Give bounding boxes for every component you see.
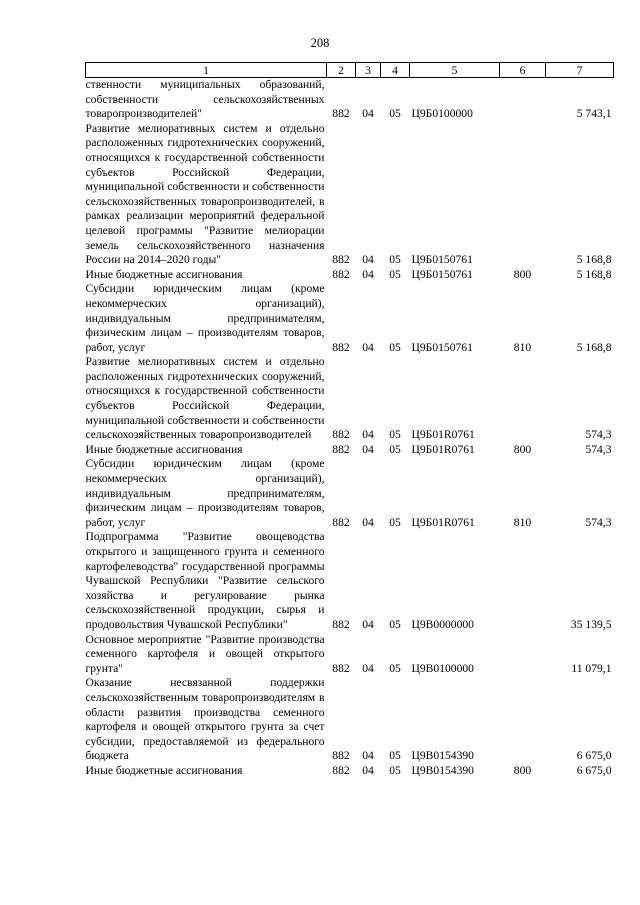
table-row (86, 282, 614, 355)
row-vr (500, 78, 546, 122)
row-vr: 800 (513, 267, 532, 281)
table-row (86, 764, 614, 779)
row-vr (500, 122, 546, 268)
row-sum: 574,3 (585, 515, 612, 529)
row-csr: Ц9Б0150761 (411, 340, 473, 354)
table-row (86, 268, 614, 283)
row-csr: Ц9Б0150761 (411, 267, 473, 281)
row-sum: 35 139,5 (570, 617, 612, 631)
row-vr: 810 (513, 340, 532, 354)
row-pr: 05 (389, 749, 401, 763)
row-pr: 05 (389, 107, 401, 121)
row-gr: 882 (332, 442, 350, 456)
header-col-4: 4 (381, 63, 410, 78)
row-rz: 04 (362, 428, 374, 442)
row-vr: 810 (513, 515, 532, 529)
row-csr: Ц9В0154390 (411, 763, 474, 777)
row-vr (500, 355, 546, 443)
row-name: ственности муниципальных образований, собственности сельскохозяйственных товаропроизводителей" (85, 78, 325, 121)
row-name: Иные бюджетные ассигнования (85, 763, 243, 777)
row-sum: 574,3 (585, 428, 612, 442)
row-csr: Ц9Б0100000 (411, 107, 473, 121)
row-name: Развитие мелиоративных систем и отдельно расположенных гидротехнических сооружений, относящихся к государственной собственности субъектов Российской Федерации, муниципальной собственности и собственности сельскохозяйственных товаропроизводителей (85, 355, 325, 442)
row-rz: 04 (362, 442, 374, 456)
row-name: Развитие мелиоративных систем и отдельно расположенных гидротехнических сооружений, относящихся к государственной собственности субъектов Российской Федерации, муниципальной собственности и собственности сельскохозяйственных товаропроизводителей, в рамках реализации мероприятий федеральной целевой программы "Развитие мелиорации земель сельскохозяйственного назначения России на 2014–2020 годы" (85, 121, 325, 267)
row-pr: 05 (389, 617, 401, 631)
page-number: 208 (310, 36, 330, 50)
row-name: Субсидии юридическим лицам (кроме некоммерческих организаций), индивидуальным предпринимателям, физическим лицам – производителям товаров, работ, услуг (85, 282, 325, 354)
row-vr (500, 530, 546, 632)
row-csr: Ц9Б01R0761 (411, 428, 475, 442)
header-col-3: 3 (356, 63, 381, 78)
row-name: Иные бюджетные ассигнования (85, 267, 243, 281)
row-vr (500, 676, 546, 764)
row-pr: 05 (389, 763, 401, 777)
row-gr: 882 (332, 267, 350, 281)
row-name: Иные бюджетные ассигнования (85, 442, 243, 456)
table-row (86, 443, 614, 458)
row-sum: 574,3 (585, 442, 612, 456)
row-rz: 04 (362, 515, 374, 529)
row-pr: 05 (389, 428, 401, 442)
row-name: Основное мероприятие "Развитие производства семенного картофеля и овощей открытого грунта" (85, 632, 325, 675)
table-row (86, 676, 614, 764)
table-row (86, 457, 614, 530)
row-gr: 882 (332, 763, 350, 777)
row-pr: 05 (389, 267, 401, 281)
table-row (86, 530, 614, 632)
row-name: Подпрограмма "Развитие овощеводства открытого и защищенного грунта и семенного картофелеводства" государственной программы Чувашской Республики "Развитие сельского хозяйства и регулирование рынка сельскохозяйственной продукции, сырья и продовольствия Чувашской Республики" (85, 530, 325, 631)
row-rz: 04 (362, 107, 374, 121)
row-gr: 882 (332, 107, 350, 121)
table-row (86, 122, 614, 268)
row-sum: 6 675,0 (576, 749, 612, 763)
row-sum: 5 168,8 (576, 253, 612, 267)
row-rz: 04 (362, 661, 374, 675)
row-pr: 05 (389, 515, 401, 529)
row-csr: Ц9Б01R0761 (411, 515, 475, 529)
row-csr: Ц9В0000000 (411, 617, 474, 631)
row-pr: 05 (389, 253, 401, 267)
header-col-7: 7 (546, 63, 614, 78)
table-row (86, 355, 614, 443)
row-csr: Ц9В0154390 (411, 749, 474, 763)
row-sum: 6 675,0 (576, 763, 612, 777)
header-col-6: 6 (500, 63, 546, 78)
row-csr: Ц9Б0150761 (411, 253, 473, 267)
row-gr: 882 (332, 253, 350, 267)
row-csr: Ц9Б01R0761 (411, 442, 475, 456)
row-gr: 882 (332, 515, 350, 529)
row-rz: 04 (362, 340, 374, 354)
row-sum: 5 743,1 (576, 107, 612, 121)
table-row (86, 633, 614, 677)
budget-table (85, 62, 614, 779)
header-row (86, 63, 614, 78)
row-rz: 04 (362, 253, 374, 267)
row-sum: 5 168,8 (576, 340, 612, 354)
row-pr: 05 (389, 340, 401, 354)
row-sum: 11 079,1 (571, 661, 612, 675)
row-sum: 5 168,8 (576, 267, 612, 281)
row-gr: 882 (332, 749, 350, 763)
row-pr: 05 (389, 442, 401, 456)
table-row (86, 78, 614, 122)
row-rz: 04 (362, 749, 374, 763)
row-gr: 882 (332, 661, 350, 675)
row-rz: 04 (362, 763, 374, 777)
row-name: Оказание несвязанной поддержки сельскохозяйственным товаропроизводителям в области развития производства семенного картофеля и овощей открытого грунта за счет субсидии, предоставляемой из федерального бюджета (85, 676, 325, 763)
row-gr: 882 (332, 428, 350, 442)
row-vr: 800 (513, 763, 532, 777)
header-col-5: 5 (410, 63, 500, 78)
row-vr: 800 (513, 442, 532, 456)
row-rz: 04 (362, 267, 374, 281)
header-col-2: 2 (327, 63, 356, 78)
row-pr: 05 (389, 661, 401, 675)
row-name: Субсидии юридическим лицам (кроме некоммерческих организаций), индивидуальным предпринимателям, физическим лицам – производителям товаров, работ, услуг (85, 457, 325, 529)
header-col-1: 1 (86, 63, 327, 78)
row-vr (500, 633, 546, 677)
row-gr: 882 (332, 617, 350, 631)
row-rz: 04 (362, 617, 374, 631)
row-gr: 882 (332, 340, 350, 354)
row-csr: Ц9В0100000 (411, 661, 474, 675)
